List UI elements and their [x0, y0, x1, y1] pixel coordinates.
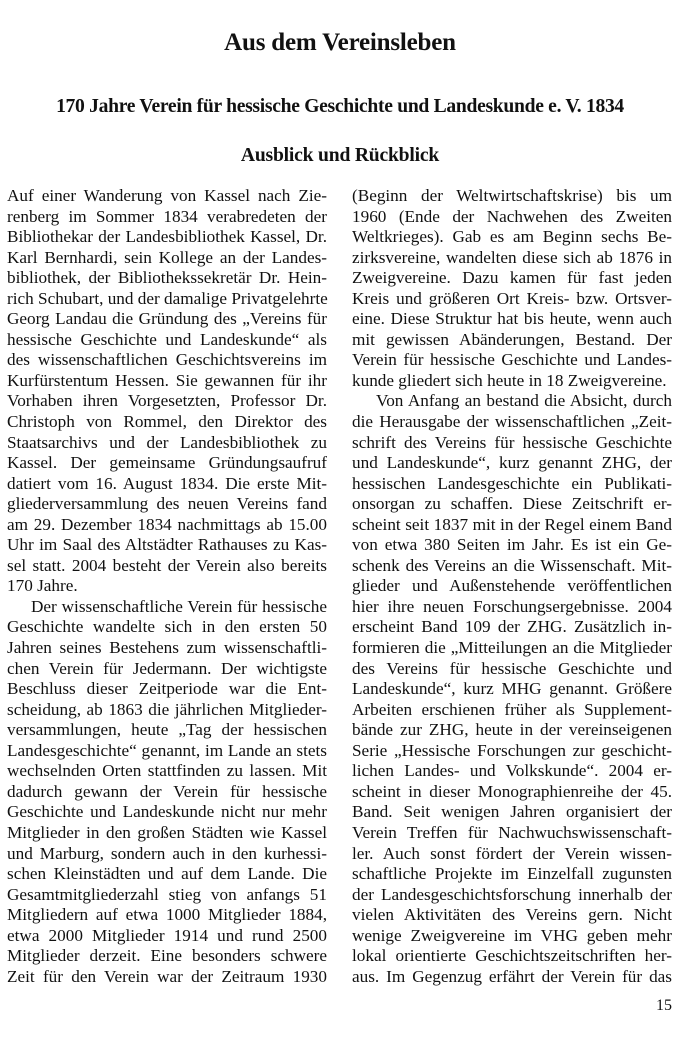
text-line: schaftliche Projekte im Einzelfall zugunsten [352, 864, 672, 884]
text-line: hessischen Landesgeschichte ein Publikati- [352, 473, 672, 493]
text-line: bibliothek, der Bibliothekssekretär Dr. Hein- [7, 268, 327, 288]
text-line: eine. Diese Struktur hat bis heute, wenn auch [352, 309, 672, 329]
text-line: erscheint Band 109 der ZHG. Zusätzlich in- [352, 617, 672, 637]
text-line: hier ihre neuen Forschungsergebnisse. 2004 [352, 596, 672, 616]
text-line: am 29. Dezember 1834 nachmittags ab 15.00 [7, 514, 327, 534]
text-line: scheidung, ab 1863 die jährlichen Mitglieder- [7, 699, 327, 719]
text-line: Beschluss dieser Zeitperiode war die Ent- [7, 679, 327, 699]
text-line: des Vereins für hessische Geschichte und [352, 658, 672, 678]
text-line: Mitglieder in den großen Städten wie Kassel [7, 822, 327, 842]
left-column [7, 186, 327, 987]
text-line: datiert vom 16. August 1834. Die erste Mit- [7, 473, 327, 493]
text-line: Der wissenschaftliche Verein für hessische [31, 596, 327, 616]
text-line: lichen Landes- und Volkskunde“. 2004 er- [352, 761, 672, 781]
text-line: versammlungen, heute „Tag der hessischen [7, 720, 327, 740]
text-line: Band. Seit wenigen Jahren organisiert der [352, 802, 672, 822]
text-line: Staatsarchivs und der Landesbibliothek zu [7, 432, 327, 452]
text-line: wechselnden Orten stattfinden zu lassen. Mit [7, 761, 327, 781]
text-line: dadurch gewann der Verein für hessische [7, 781, 327, 801]
text-line: und Marburg, sondern auch in den kurhessi- [7, 843, 327, 863]
text-line: des wissenschaftlichen Geschichtsvereins im [7, 350, 327, 370]
text-line: Zweigvereine. Dazu kamen für fast jeden [352, 268, 672, 288]
text-line: renberg im Sommer 1834 verabredeten der [7, 206, 327, 226]
text-line: Georg Landau die Gründung des „Vereins für [7, 309, 327, 329]
text-line: vielen Aktivitäten des Vereins gern. Nicht [352, 905, 672, 925]
text-line: 1960 (Ende der Nachwehen des Zweiten [352, 206, 672, 226]
text-line: Serie „Hessische Forschungen zur geschicht- [352, 740, 672, 760]
text-line: Auf einer Wanderung von Kassel nach Zie- [7, 186, 327, 205]
text-line: ler. Auch sonst fördert der Verein wissen- [352, 843, 672, 863]
text-line: Kreis und größeren Ort Kreis- bzw. Ortsver- [352, 288, 672, 308]
text-line: Karl Bernhardi, sein Kollege an der Landes- [7, 247, 327, 267]
text-line: zirksvereine, wandelten diese sich ab 1876 in [352, 247, 672, 267]
text-line: bände zur ZHG, heute in der vereinseigenen [352, 720, 672, 740]
text-line: 170 Jahre. [7, 576, 78, 596]
text-line: die Herausgabe der wissenschaftlichen „Zeit- [352, 412, 672, 432]
text-line: von etwa 380 Seiten im Jahr. Es ist ein Ge- [352, 535, 672, 555]
article-subtitle: Ausblick und Rückblick [240, 145, 440, 166]
text-line: Bibliothekar der Landesbibliothek Kassel, Dr. [7, 227, 327, 247]
text-line: Mitglieder derzeit. Eine besonders schwere [7, 946, 327, 966]
text-line: onsorgan zu schaffen. Diese Zeitschrift er- [352, 494, 672, 514]
text-line: Geschichte wandelte sich in den ersten 50 [7, 617, 327, 637]
text-line: aus. Im Gegenzug erfährt der Verein für das [352, 966, 672, 986]
text-line: Zeit für den Verein war der Zeitraum 1930 [7, 966, 327, 986]
text-line: mit gewissen Abänderungen, Bestand. Der [352, 329, 672, 349]
text-line: chen Verein für Jedermann. Der wichtigste [7, 658, 327, 678]
text-line: (Beginn der Weltwirtschaftskrise) bis um [352, 186, 672, 205]
text-line: rich Schubart, und der damalige Privatgelehrte [7, 288, 328, 308]
text-line: Uhr im Saal des Altstädter Rathauses zu Kas- [7, 535, 327, 555]
text-line: gliederversammlung des neuen Vereins fand [7, 494, 327, 514]
text-line: schrift des Vereins für hessische Geschichte [352, 432, 672, 452]
text-line: Geschichte und Landeskunde nicht nur mehr [7, 802, 327, 822]
text-line: Von Anfang an bestand die Absicht, durch [376, 391, 672, 411]
right-column [352, 186, 672, 987]
text-line: glieder und Außenstehende veröffentlichen [352, 576, 672, 596]
text-line: wenige Zweigvereine im VHG geben mehr [352, 925, 672, 945]
text-line: lokal orientierte Geschichtszeitschriften her- [352, 946, 672, 966]
text-line: schenk des Vereins an die Wissenschaft. Mit- [352, 555, 672, 575]
text-line: schen Kleinstädten und auf dem Lande. Die [7, 864, 327, 884]
text-line: kunde gliedert sich heute in 18 Zweigvereine. [352, 370, 667, 390]
text-line: Arbeiten erschienen früher als Supplement- [352, 699, 672, 719]
text-line: Landesgeschichte“ genannt, im Lande an stets [7, 740, 327, 760]
text-line: hessische Geschichte und Landeskunde“ als [7, 329, 327, 349]
text-line: Verein für hessische Geschichte und Landes- [352, 350, 672, 370]
text-line: scheint seit 1837 mit in der Regel einem Band [352, 514, 672, 534]
text-line: scheint in dieser Monographienreihe der 45. [352, 781, 672, 801]
text-line: formieren die „Mitteilungen an die Mitglieder [352, 638, 672, 658]
text-line: und Landeskunde“, kurz genannt ZHG, der [352, 453, 672, 473]
text-line: Christoph von Rommel, den Direktor des [7, 412, 327, 432]
text-line: etwa 2000 Mitglieder 1914 und rund 2500 [7, 925, 327, 945]
text-line: Verein Treffen für Nachwuchswissenschaft- [352, 822, 672, 842]
text-line: Vorhaben ihren Vorgesetzten, Professor Dr. [7, 391, 327, 411]
text-line: sel statt. 2004 besteht der Verein also bereits [7, 555, 327, 575]
text-line: Weltkrieges). Gab es am Beginn sechs Be- [352, 227, 672, 247]
text-line: Jahren seines Bestehens zum wissenschaftli- [7, 638, 327, 658]
text-line: Kurfürstentum Hessen. Sie gewannen für ihr [7, 370, 327, 390]
text-line: der Landesgeschichtsforschung innerhalb der [352, 884, 672, 904]
text-line: Mitgliedern auf etwa 1000 Mitglieder 1884, [7, 905, 327, 925]
text-line: Landeskunde“, kurz MHG genannt. Größere [352, 679, 672, 699]
article-title: 170 Jahre Verein für hessische Geschichte und Landeskunde e. V. 1834 [56, 96, 624, 117]
page-number: 15 [656, 997, 672, 1014]
text-line: Gesamtmitgliederzahl stieg von anfangs 51 [7, 884, 327, 904]
section-title: Aus dem Vereinsleben [224, 29, 456, 56]
text-line: Kassel. Der gemeinsame Gründungsaufruf [7, 453, 327, 473]
